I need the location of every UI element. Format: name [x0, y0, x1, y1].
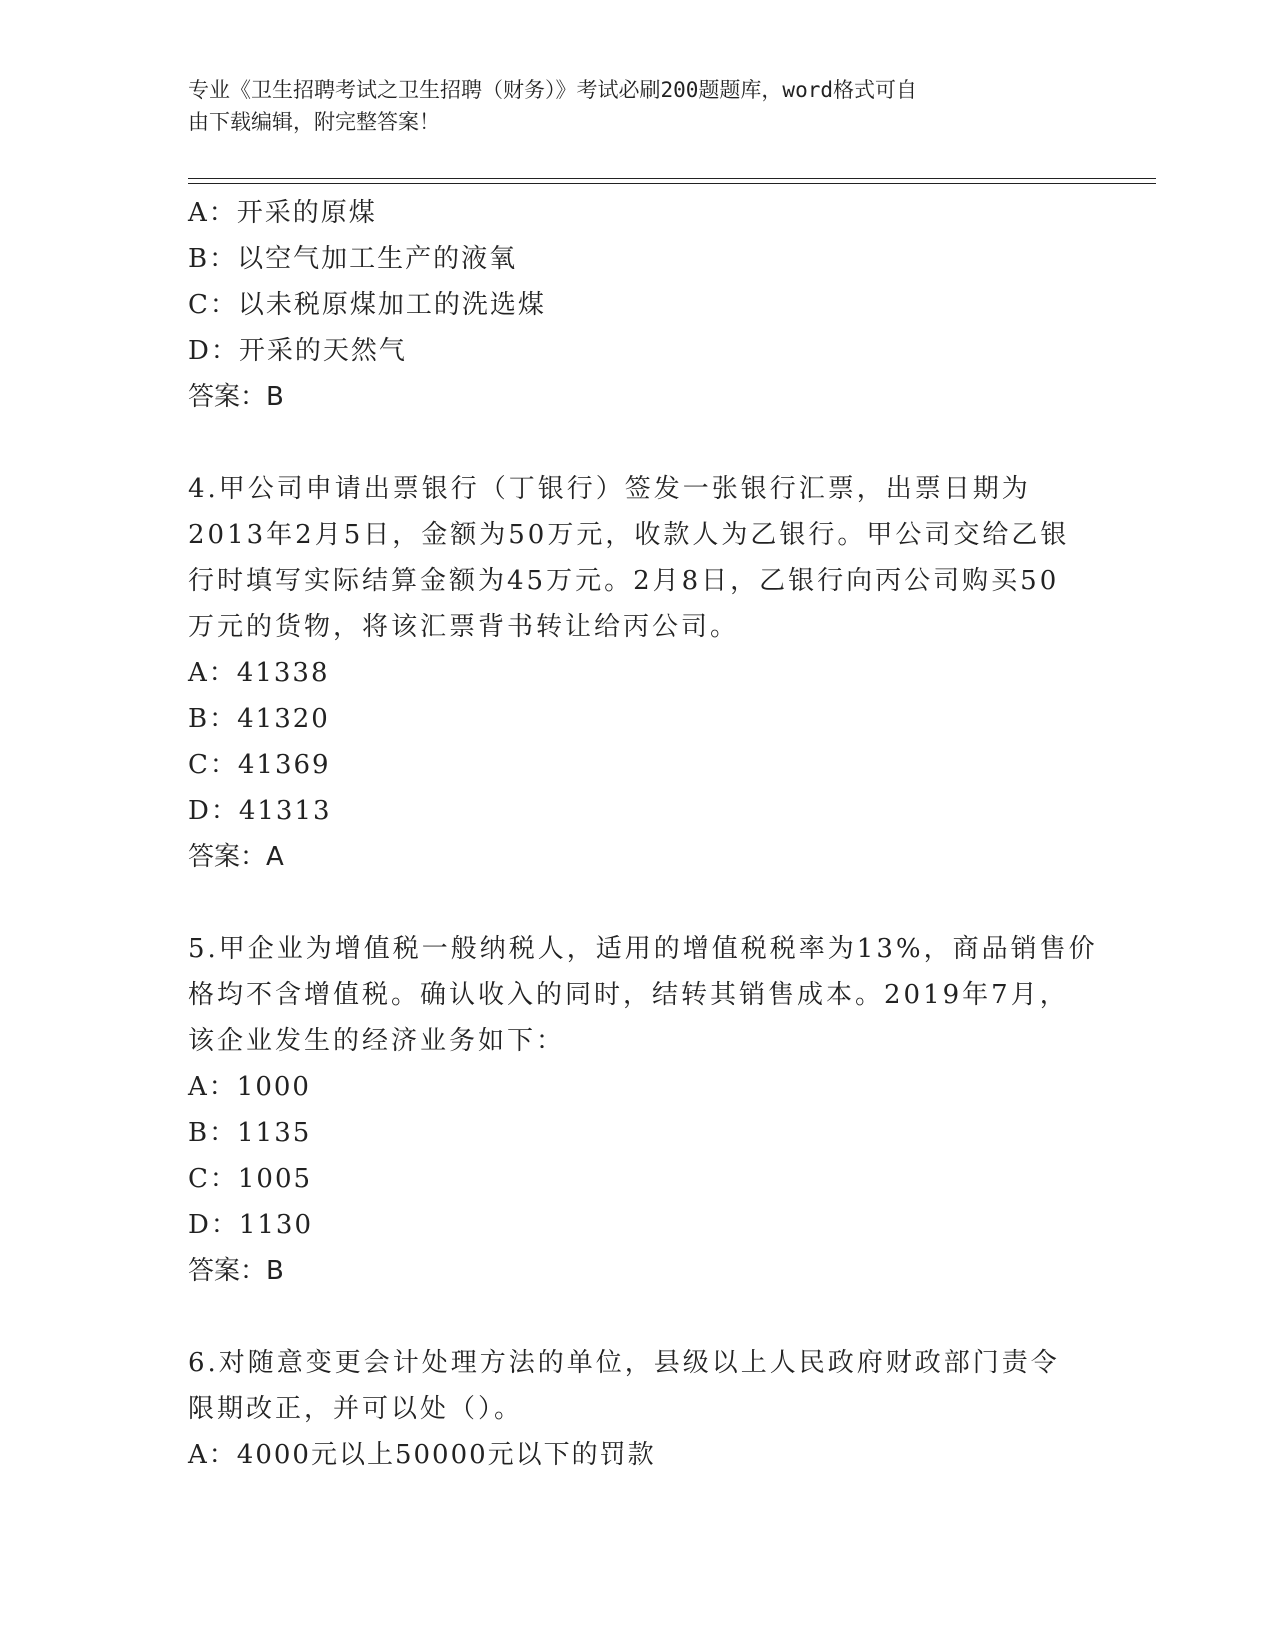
header-divider-top — [188, 178, 1156, 179]
question-5 — [188, 926, 1098, 1294]
q4-answer: 答案：A — [188, 842, 284, 872]
q6-text-line-1: 6.对随意变更会计处理方法的单位，县级以上人民政府财政部门责令 — [188, 1348, 1060, 1378]
question-4 — [188, 466, 1088, 880]
q3-option-d: D：开采的天然气 — [188, 336, 407, 366]
q4-option-c: C：41369 — [188, 750, 331, 780]
q6-option-a: A：4000元以上50000元以下的罚款 — [188, 1440, 656, 1470]
question-6 — [188, 1340, 1088, 1478]
q3-option-a: A：开采的原煤 — [188, 198, 377, 228]
q4-text-line-1: 4.甲公司申请出票银行（丁银行）签发一张银行汇票，出票日期为 — [188, 474, 1031, 504]
question-3 — [188, 190, 1088, 420]
question-content — [188, 190, 1098, 1478]
header-divider-bottom — [188, 183, 1156, 184]
q5-option-d: D：1130 — [188, 1210, 314, 1240]
q4-option-b: B：41320 — [188, 704, 330, 734]
q3-answer: 答案：B — [188, 382, 284, 412]
q4-text-line-2: 2013年2月5日，金额为50万元，收款人为乙银行。甲公司交给乙银 — [188, 520, 1070, 550]
q5-text-line-3: 该企业发生的经济业务如下： — [188, 1026, 566, 1056]
q4-option-d: D：41313 — [188, 796, 332, 826]
header-line-1: 专业《卫生招聘考试之卫生招聘（财务）》考试必刷200题题库，word格式可自 — [188, 78, 917, 102]
q6-text-line-2: 限期改正，并可以处（）。 — [188, 1394, 524, 1424]
header-line-2: 由下载编辑，附完整答案！ — [188, 110, 440, 134]
q4-text-line-4: 万元的货物，将该汇票背书转让给丙公司。 — [188, 612, 740, 642]
q3-option-b: B：以空气加工生产的液氧 — [188, 244, 518, 274]
q5-text-line-2: 格均不含增值税。确认收入的同时，结转其销售成本。2019年7月， — [188, 980, 1069, 1010]
q5-text-line-1: 5.甲企业为增值税一般纳税人，适用的增值税税率为13%，商品销售价 — [188, 934, 1098, 964]
q5-answer: 答案：B — [188, 1256, 284, 1286]
spacer — [188, 1294, 1088, 1340]
spacer — [188, 880, 1088, 926]
spacer — [188, 420, 1088, 466]
q3-option-c: C：以未税原煤加工的洗选煤 — [188, 290, 546, 320]
q5-option-b: B：1135 — [188, 1118, 312, 1148]
q5-option-a: A：1000 — [188, 1072, 311, 1102]
q4-text-line-3: 行时填写实际结算金额为45万元。2月8日，乙银行向丙公司购买50 — [188, 566, 1060, 596]
document-header — [188, 74, 1068, 138]
q5-option-c: C：1005 — [188, 1164, 313, 1194]
q4-option-a: A：41338 — [188, 658, 330, 688]
